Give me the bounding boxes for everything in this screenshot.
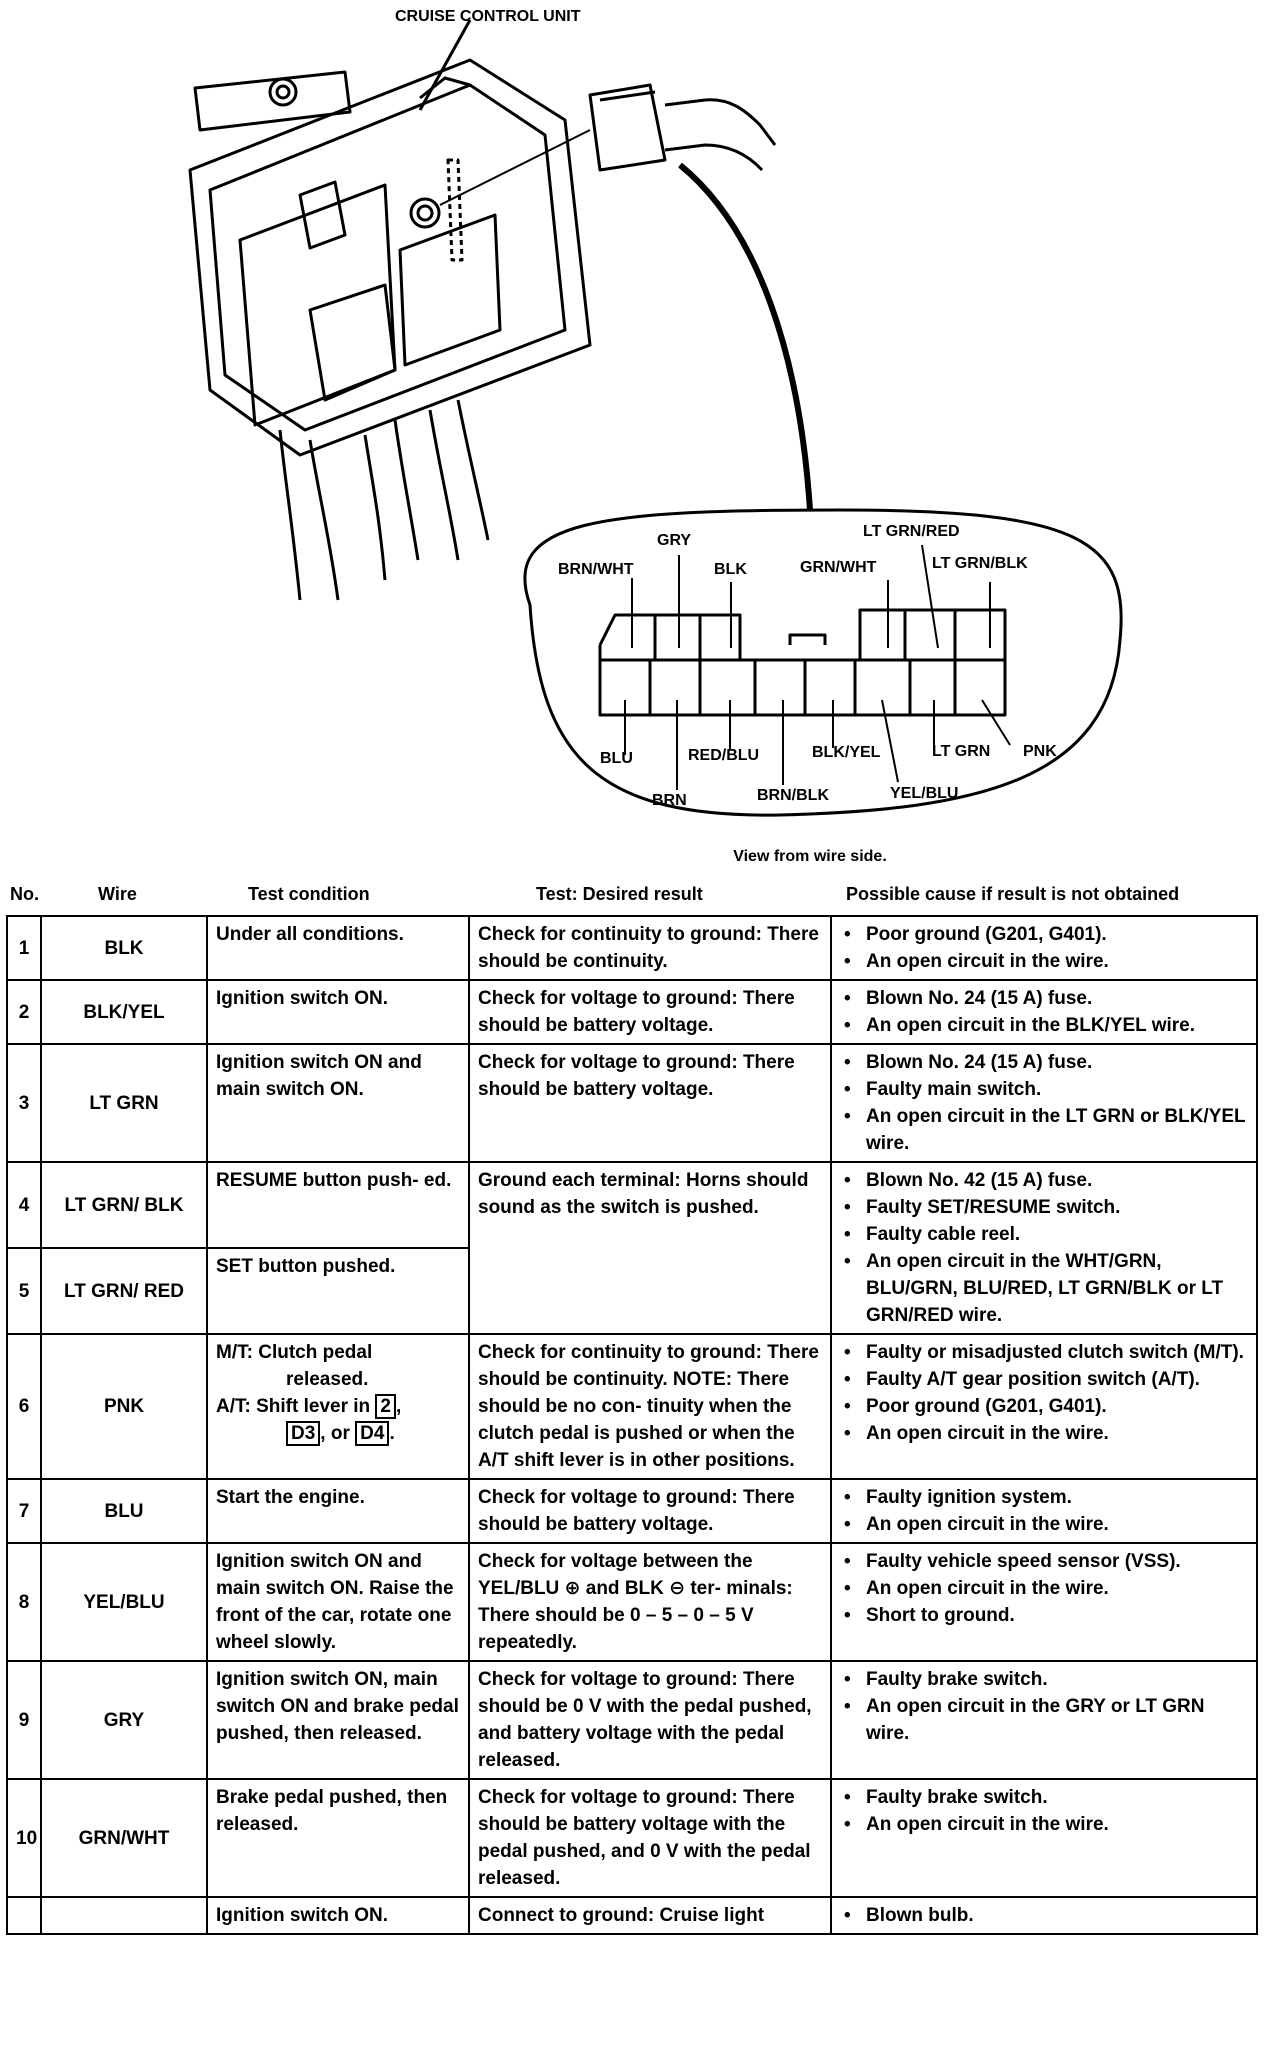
cause-item: • Faulty SET/RESUME switch. xyxy=(840,1194,1248,1221)
wire-color: GRY xyxy=(41,1661,207,1779)
cause-item: • Faulty brake switch. xyxy=(840,1666,1248,1693)
cause-item: • An open circuit in the BLK/YEL wire. xyxy=(840,1012,1248,1039)
table-row xyxy=(7,1543,1257,1661)
test-condition: Ignition switch ON and main switch ON. Raise the front of the car, rotate one wheel slowly. xyxy=(207,1543,469,1661)
table-row xyxy=(7,1044,1257,1162)
cause-item: • Poor ground (G201, G401). xyxy=(840,921,1248,948)
desired-result: Check for voltage to ground: There should be battery voltage. xyxy=(469,980,831,1044)
cause-item: • Faulty A/T gear position switch (A/T). xyxy=(840,1366,1248,1393)
pin-label-gry: GRY xyxy=(657,532,692,549)
shift-position-d3: D3 xyxy=(286,1421,320,1446)
cause-item: • Faulty brake switch. xyxy=(840,1784,1248,1811)
pin-label-blk: BLK xyxy=(714,561,747,578)
possible-causes xyxy=(831,1779,1257,1897)
cause-item: • Blown No. 42 (15 A) fuse. xyxy=(840,1167,1248,1194)
desired-result: Check for voltage to ground: There should be battery voltage with the pedal pushed, and 0 V with the pedal released. xyxy=(469,1779,831,1897)
desired-result: Check for voltage to ground: There should be battery voltage. xyxy=(469,1044,831,1162)
row-number: 6 xyxy=(7,1334,41,1479)
shift-position-2: 2 xyxy=(375,1394,396,1419)
possible-causes xyxy=(831,1479,1257,1543)
cause-item: • An open circuit in the wire. xyxy=(840,1575,1248,1602)
row-number: 5 xyxy=(7,1248,41,1334)
test-condition: Brake pedal pushed, then released. xyxy=(207,1779,469,1897)
test-condition: SET button pushed. xyxy=(207,1248,469,1334)
possible-causes xyxy=(831,1661,1257,1779)
row-number: 9 xyxy=(7,1661,41,1779)
pin-label-lt-grn-blk: LT GRN/BLK xyxy=(932,555,1028,572)
pin-label-yel-blu: YEL/BLU xyxy=(890,785,959,802)
wire-color: LT GRN xyxy=(41,1044,207,1162)
diagram-caption: View from wire side. xyxy=(733,848,887,865)
header-possible-cause: Possible cause if result is not obtained xyxy=(846,884,1180,904)
cause-item: • An open circuit in the wire. xyxy=(840,948,1248,975)
possible-causes xyxy=(831,1162,1257,1334)
wire-color: BLU xyxy=(41,1479,207,1543)
possible-causes xyxy=(831,916,1257,980)
cause-item: • Faulty main switch. xyxy=(840,1076,1248,1103)
cause-item: • Blown No. 24 (15 A) fuse. xyxy=(840,1049,1248,1076)
cause-item: • Faulty vehicle speed sensor (VSS). xyxy=(840,1548,1248,1575)
test-condition: Under all conditions. xyxy=(207,916,469,980)
row-number: 10 xyxy=(7,1779,41,1897)
cause-item: • Faulty cable reel. xyxy=(840,1221,1248,1248)
cause-item: • An open circuit in the LT GRN or BLK/YEL wire. xyxy=(840,1103,1248,1157)
row-number: 4 xyxy=(7,1162,41,1248)
table-row xyxy=(7,1661,1257,1779)
row-number: 8 xyxy=(7,1543,41,1661)
test-condition: Ignition switch ON. xyxy=(207,1897,469,1934)
pin-label-red-blu: RED/BLU xyxy=(688,747,760,764)
test-condition: RESUME button push- ed. xyxy=(207,1162,469,1248)
pin-label-blu: BLU xyxy=(600,750,633,767)
at-prefix: A/T: xyxy=(216,1396,251,1417)
table-row xyxy=(7,916,1257,980)
wire-color: BLK xyxy=(41,916,207,980)
header-desired-result: Test: Desired result xyxy=(536,884,703,904)
desired-result: Check for voltage between the YEL/BLU ⊕ and BLK ⊖ ter- minals: There should be 0 – 5 – 0 – 5 V repeatedly. xyxy=(469,1543,831,1661)
table-header-row xyxy=(0,884,1280,912)
cause-item: • An open circuit in the WHT/GRN, BLU/GRN, BLU/RED, LT GRN/BLK or LT GRN/RED wire. xyxy=(840,1248,1248,1329)
row-number: 1 xyxy=(7,916,41,980)
mt-condition: Clutch pedal xyxy=(258,1342,373,1363)
table-row xyxy=(7,1162,1257,1248)
row-number: 3 xyxy=(7,1044,41,1162)
possible-causes xyxy=(831,980,1257,1044)
cause-item: • Faulty ignition system. xyxy=(840,1484,1248,1511)
cause-item: • An open circuit in the wire. xyxy=(840,1811,1248,1838)
desired-result: Check for continuity to ground: There should be continuity. xyxy=(469,916,831,980)
cause-item: • Blown bulb. xyxy=(840,1902,1248,1929)
test-condition: Ignition switch ON, main switch ON and brake pedal pushed, then released. xyxy=(207,1661,469,1779)
pin-label-brn-wht: BRN/WHT xyxy=(558,561,634,578)
diagnosis-table xyxy=(6,915,1258,1935)
wire-color xyxy=(41,1897,207,1934)
row-number: 2 xyxy=(7,980,41,1044)
test-condition: Ignition switch ON. xyxy=(207,980,469,1044)
pin-label-brn: BRN xyxy=(652,792,687,809)
desired-result: Check for continuity to ground: There should be continuity. NOTE: There should be no con- tinuity when the clutch pedal is pushed or when the A/T shift lever is in other positions. xyxy=(469,1334,831,1479)
wire-color: BLK/YEL xyxy=(41,980,207,1044)
table-row xyxy=(7,1897,1257,1934)
wire-color: LT GRN/ RED xyxy=(41,1248,207,1334)
possible-causes xyxy=(831,1897,1257,1934)
test-condition: M/T: Clutch pedal released. A/T: Shift lever in 2 , D3 , or D4 . xyxy=(207,1334,469,1479)
pin-label-blk-yel: BLK/YEL xyxy=(812,744,881,761)
cause-item: • Poor ground (G201, G401). xyxy=(840,1393,1248,1420)
pin-label-lt-grn-red: LT GRN/RED xyxy=(863,523,960,540)
header-wire: Wire xyxy=(98,884,137,904)
cause-item: • An open circuit in the GRY or LT GRN wire. xyxy=(840,1693,1248,1747)
row-number: 7 xyxy=(7,1479,41,1543)
cause-item: • An open circuit in the wire. xyxy=(840,1511,1248,1538)
possible-causes xyxy=(831,1543,1257,1661)
desired-result: Check for voltage to ground: There should be 0 V with the pedal pushed, and battery voltage with the pedal released. xyxy=(469,1661,831,1779)
table-row xyxy=(7,1779,1257,1897)
wire-color: PNK xyxy=(41,1334,207,1479)
wire-color: LT GRN/ BLK xyxy=(41,1162,207,1248)
possible-causes xyxy=(831,1334,1257,1479)
row-number xyxy=(7,1897,41,1934)
header-test-condition: Test condition xyxy=(248,884,370,904)
cruise-control-unit-illustration xyxy=(0,0,1280,830)
possible-causes xyxy=(831,1044,1257,1162)
cruise-control-unit-label: CRUISE CONTROL UNIT xyxy=(395,8,581,25)
wire-color: YEL/BLU xyxy=(41,1543,207,1661)
cause-item: • Short to ground. xyxy=(840,1602,1248,1629)
table-row xyxy=(7,1334,1257,1479)
desired-result: Ground each terminal: Horns should sound as the switch is pushed. xyxy=(469,1162,831,1334)
mt-condition-cont: released. xyxy=(286,1369,369,1390)
test-condition: Start the engine. xyxy=(207,1479,469,1543)
table-row xyxy=(7,980,1257,1044)
cause-item: • Blown No. 24 (15 A) fuse. xyxy=(840,985,1248,1012)
table-row xyxy=(7,1479,1257,1543)
pin-label-grn-wht: GRN/WHT xyxy=(800,559,877,576)
wiring-diagram xyxy=(0,0,1280,830)
wire-color: GRN/WHT xyxy=(41,1779,207,1897)
at-condition: Shift lever in xyxy=(256,1396,371,1417)
shift-position-d4: D4 xyxy=(355,1421,389,1446)
cause-item: • An open circuit in the wire. xyxy=(840,1420,1248,1447)
header-no: No. xyxy=(10,884,39,904)
pin-label-brn-blk: BRN/BLK xyxy=(757,787,829,804)
mt-prefix: M/T: xyxy=(216,1342,253,1363)
desired-result: Check for voltage to ground: There should be battery voltage. xyxy=(469,1479,831,1543)
pin-label-lt-grn: LT GRN xyxy=(932,743,991,760)
test-condition: Ignition switch ON and main switch ON. xyxy=(207,1044,469,1162)
or-text: , or xyxy=(320,1423,350,1444)
cause-item: • Faulty or misadjusted clutch switch (M/T). xyxy=(840,1339,1248,1366)
desired-result: Connect to ground: Cruise light xyxy=(469,1897,831,1934)
pin-label-pnk: PNK xyxy=(1023,743,1057,760)
